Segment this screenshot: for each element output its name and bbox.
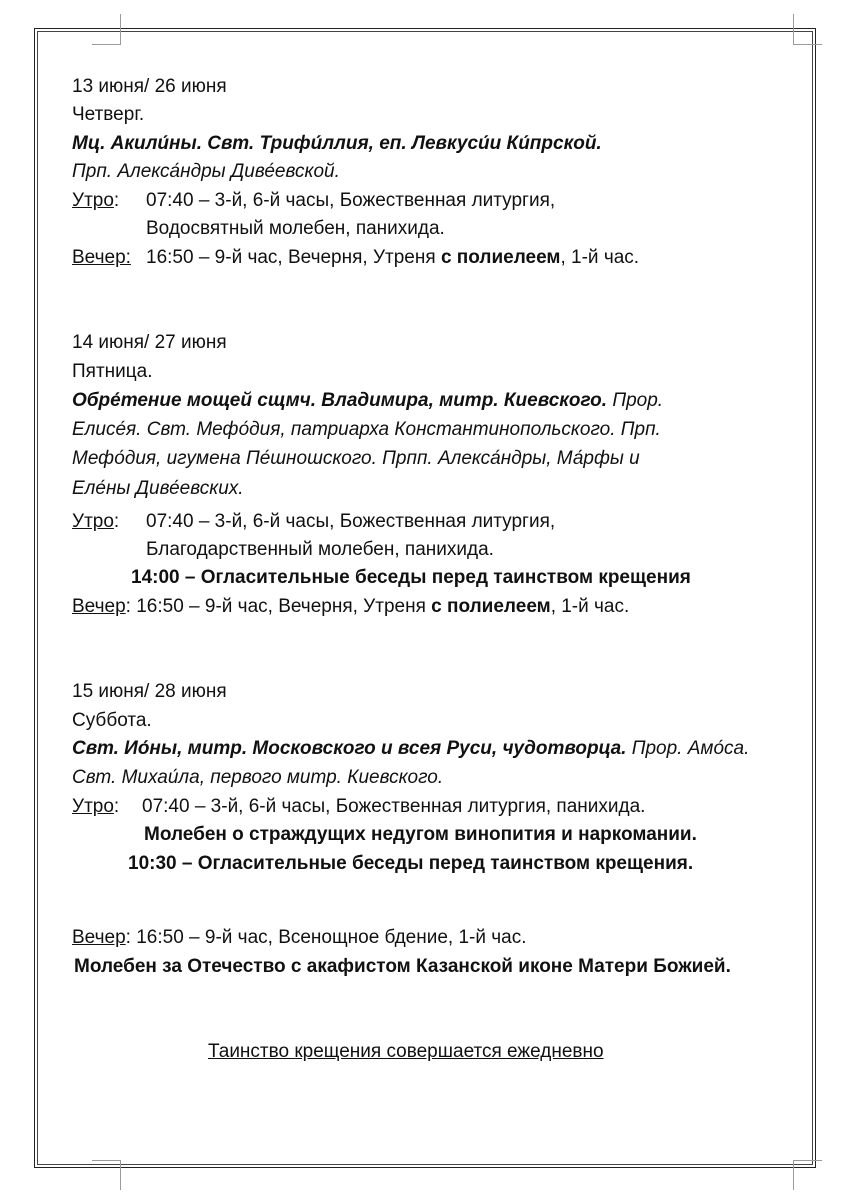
evening-row — [72, 247, 131, 269]
morning-label: Утро — [72, 796, 114, 817]
footer-note: Таинство крещения совершается ежедневно — [208, 1041, 604, 1062]
day-weekday: Четверг. — [72, 104, 145, 125]
evening-sep: : — [125, 927, 131, 948]
crop-mark — [92, 1160, 121, 1161]
day-saints-line: Мефо́дия, игумена Пе́шношского. Прпп. Алекса́ндры, Ма́рфы и — [72, 448, 640, 469]
day-date: 13 июня/ 26 июня — [72, 76, 227, 97]
day-saints-line: Свт. Михаи́ла, первого митр. Киевского. — [72, 767, 444, 788]
morning-row — [72, 796, 119, 818]
morning-label: Утро — [72, 190, 114, 211]
evening-row — [72, 927, 526, 949]
morning-text: 07:40 – 3-й, 6-й часы, Божественная литургия, — [146, 190, 556, 211]
evening-text-part: , 1-й час. — [560, 247, 640, 268]
crop-mark — [120, 14, 121, 44]
evening-text-part: 16:50 – 9-й час, Всенощное бдение, 1-й час. — [130, 927, 527, 948]
evening-sep: : — [125, 596, 131, 617]
crop-mark — [793, 14, 794, 44]
special-event: Молебен за Отечество с акафистом Казанской иконе Матери Божией. — [74, 956, 731, 977]
day-date: 15 июня/ 28 июня — [72, 681, 227, 702]
crop-mark — [793, 44, 822, 45]
morning-row — [72, 511, 119, 533]
day-saints: Мц. Акили́ны. Свт. Трифи́ллия, еп. Левкуси́и Ки́прской. — [72, 133, 602, 154]
evening-text — [146, 247, 639, 269]
morning-text-cont: Благодарственный молебен, панихида. — [146, 539, 494, 560]
morning-sep: : — [113, 190, 120, 211]
evening-bold: с полиелеем — [431, 596, 551, 617]
special-event: 14:00 – Огласительные беседы перед таинством крещения — [131, 567, 691, 588]
evening-text-part: 16:50 – 9-й час, Вечерня, Утреня — [130, 596, 432, 617]
day-date: 14 июня/ 27 июня — [72, 332, 227, 353]
day-saints — [72, 390, 663, 412]
morning-label: Утро — [72, 511, 114, 532]
morning-sep: : — [113, 796, 120, 817]
day-weekday: Пятница. — [72, 361, 153, 382]
day-saints — [72, 738, 749, 760]
evening-text-part: , 1-й час. — [550, 596, 630, 617]
crop-mark — [793, 1160, 794, 1190]
saints-bold: Свт. Ио́ны, митр. Московского и всея Руси, чудотворца. — [72, 738, 627, 759]
evening-label: Вечер: — [72, 247, 131, 268]
special-event: 10:30 – Огласительные беседы перед таинством крещения. — [128, 853, 694, 874]
crop-mark — [120, 1160, 121, 1190]
evening-bold: с полиелеем — [440, 247, 561, 268]
saints-bold: Обре́тение мощей сщмч. Владимира, митр. Киевского. — [72, 390, 608, 411]
day-saints-line: Прп. Алекса́ндры Диве́евской. — [72, 161, 340, 182]
evening-row — [72, 596, 629, 618]
saints-rest: Прор. — [607, 390, 664, 411]
day-weekday: Суббота. — [72, 710, 152, 731]
special-event: Молебен о страждущих недугом винопития и наркомании. — [144, 824, 697, 845]
morning-text: 07:40 – 3-й, 6-й часы, Божественная литургия, — [146, 511, 556, 532]
crop-mark — [92, 44, 121, 45]
crop-mark — [793, 1160, 822, 1161]
evening-text-part: 16:50 – 9-й час, Вечерня, Утреня — [146, 247, 441, 268]
morning-row — [72, 190, 119, 212]
morning-text-cont: Водосвятный молебен, панихида. — [146, 218, 445, 239]
saints-rest: Прор. Амо́са. — [626, 738, 750, 759]
morning-sep: : — [113, 511, 120, 532]
day-saints-line: Елисе́я. Свт. Мефо́дия, патриарха Константинопольского. Прп. — [72, 419, 661, 440]
evening-label: Вечер — [72, 596, 126, 617]
day-saints-line: Еле́ны Диве́евских. — [72, 478, 244, 499]
morning-text: 07:40 – 3-й, 6-й часы, Божественная литургия, панихида. — [142, 796, 646, 817]
evening-label: Вечер — [72, 927, 126, 948]
